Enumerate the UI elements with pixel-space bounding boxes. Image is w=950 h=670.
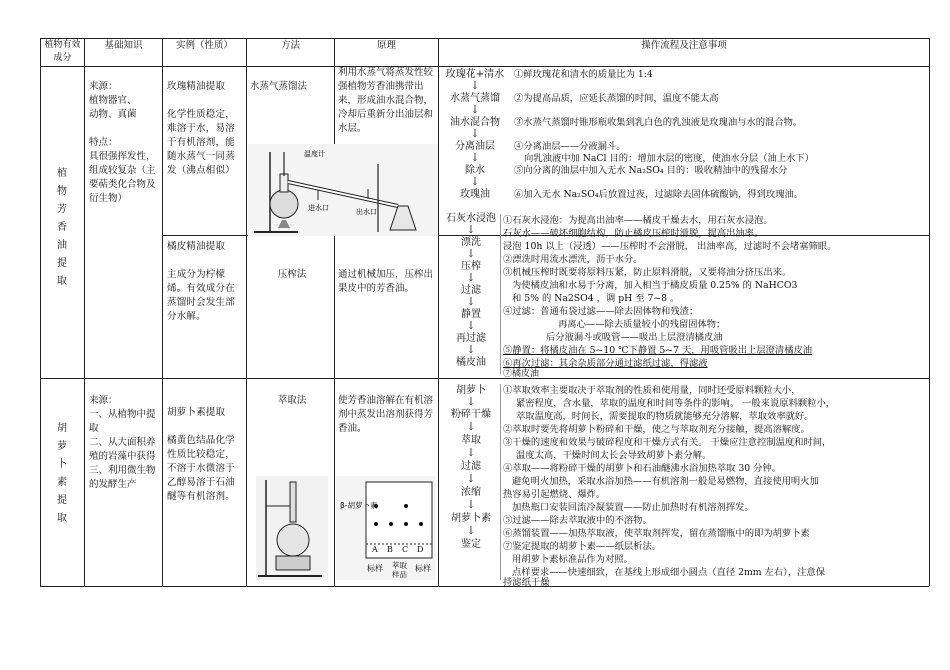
- tlc-sample-label: 样品: [392, 570, 407, 579]
- tlc-lane-c: C: [402, 545, 409, 554]
- rose-flow-step-3: 油水混合物: [450, 117, 500, 128]
- carotene-flow-step-2: 粉碎干燥: [451, 409, 491, 420]
- flow-arrow: ↓: [470, 175, 480, 188]
- orange-note: ④过滤：普通布袋过滤——除去固体物和残渣；: [503, 306, 699, 317]
- flow-arrow: ↓: [466, 524, 476, 537]
- header-procedure: 操作流程及注意事项: [641, 40, 727, 51]
- rose-flow-step-6: 玫瑰油: [460, 189, 490, 200]
- carotene-flow-step-3: 萃取: [461, 435, 481, 446]
- carotene-example: 胡萝卜素提取 橘黄色结晶化学性质比较稳定，不溶于水微溶于乙醇易溶于石油醚等有机溶剂。: [167, 407, 235, 502]
- flow-arrow: ↓: [466, 223, 476, 236]
- carotene-note: 温度太高，干燥时间太长会导致胡萝卜素分解。: [516, 450, 712, 461]
- tlc-lane-a: A: [372, 545, 378, 554]
- carotene-note: 点样要求——快速细致，在基线上形成细小圆点（直径 2mm 左右），注意保: [512, 567, 826, 578]
- carotene-flow-step-7: 鉴定: [461, 539, 481, 550]
- carotene-note: ⑤过滤——除去萃取液中的不溶物。: [503, 515, 652, 526]
- carotene-note: ①萃取效率主要取决于萃取剂的性质和使用量，同时还受原料颗粒大小，: [503, 385, 801, 396]
- header-component: 植物有效成分: [44, 40, 81, 63]
- flow-arrow: ↓: [466, 295, 476, 308]
- rose-example: 玫瑰精油提取 化学性质稳定，难溶于水，易溶于有机溶剂，能随水蒸气一同蒸发（沸点相似）: [167, 81, 235, 176]
- rose-principle: 利用水蒸气将蒸发性较强植物芳香油携带出来，形成油水混合物，冷却后重新分出油层和水层。: [338, 67, 434, 134]
- orange-flow-step-2: 漂洗: [461, 237, 481, 248]
- tlc-label: β-胡萝卜素: [340, 501, 378, 510]
- tlc-extract-label: 萃取: [392, 561, 407, 570]
- carotene-principle: 使芳香油溶解在有机溶剂中蒸发出溶剂获得芳香油。: [338, 395, 434, 434]
- flow-arrow: ↓: [466, 343, 476, 356]
- carotene-flow-step-4: 过滤: [461, 461, 481, 472]
- orange-note: ⑦橘皮油: [503, 369, 540, 379]
- tlc-standard-right: 标样: [415, 564, 431, 573]
- flow-arrow: ↓: [466, 420, 476, 433]
- flow-arrow: ↓: [466, 395, 476, 408]
- tlc-standard-left: 标样: [367, 564, 383, 573]
- carotene-note: ②萃取时要先将胡萝卜粉碎和干燥，使之与萃取剂充分接触，提高溶解度。: [503, 424, 810, 435]
- orange-principle: 通过机械加压，压榨出果皮中的芳香油。: [338, 269, 434, 294]
- rose-flow-step-5: 除水: [465, 165, 485, 176]
- rose-note: ①鲜玫瑰花和清水的质量比为 1:4: [514, 69, 653, 80]
- orange-flow-step-7: 橘皮油: [456, 357, 486, 368]
- flow-arrow: ↓: [466, 498, 476, 511]
- orange-flow-step-4: 过滤: [461, 285, 481, 296]
- section2-basics: 来源： 一、从植物中提取 二、从大面积养殖的岩藻中获得 三、利用微生物的发酵生产: [89, 395, 156, 490]
- col-border-3: [246, 38, 247, 586]
- section-divider: [40, 378, 929, 379]
- rose-flow-step-4: 分离油层: [455, 141, 495, 152]
- rose-flow-step-2: 水蒸气蒸馏: [450, 93, 500, 104]
- orange-note: ⑤静置：将橘皮油在 5~10 ℃下静置 5~7 天，用吸管吸出上层澄清橘皮油: [503, 345, 813, 356]
- orange-note: 和 5% 的 Na2SO4 ，调 pH 至 7~8 。: [512, 293, 680, 304]
- rose-note: ③水蒸气蒸馏时锥形瓶收集到乳白色的乳浊液是玫瑰油与水的混合物。: [514, 117, 803, 128]
- carotene-note: 加热瓶口安装回流冷凝装置——防止加热时有机溶剂挥发。: [512, 502, 754, 513]
- water-inlet-label: 进水口: [308, 204, 329, 212]
- rose-note: ⑥加入无水 Na₂SO₄后放置过夜，过滤除去固体硫酸钠，得到玫瑰油。: [514, 189, 804, 200]
- rose-flow-step-1: 玫瑰花+清水: [445, 69, 505, 80]
- carotene-note: 持滤纸干燥: [503, 577, 550, 588]
- header-principle: 原理: [376, 40, 396, 51]
- flow-arrow: ↓: [470, 103, 480, 116]
- orange-note: ③机械压榨时既要将原料压紧，防止原料滑脱，又要将油分挤压出来。: [503, 267, 792, 278]
- col-border-0: [40, 38, 41, 586]
- flow-arrow: ↓: [466, 446, 476, 459]
- extraction-apparatus-figure: [256, 476, 328, 580]
- orange-note: ①石灰水浸泡：为提高出油率——橘皮干燥去水，用石灰水浸泡。: [503, 215, 773, 226]
- flow-arrow: ↓: [470, 151, 480, 164]
- carotene-note: 紧密程度，含水量，萃取的温度和时间等条件的影响。 一般来说原料颗粒小，: [516, 398, 836, 409]
- orange-note: ②漂洗时用流水漂洗，沥干水分。: [503, 254, 643, 265]
- col-border-4: [334, 38, 335, 586]
- orange-flow-step-3: 压榨: [461, 261, 481, 272]
- section1-basics: 来源： 植物器官、 动物、真菌 特点： 具很强挥发性，组成较复杂（主要萜类化合物及衍生物）: [89, 81, 156, 204]
- orange-flow-step-6: 再过滤: [456, 333, 486, 344]
- orange-note: 浸泡 10h 以上（浸透）——压榨时不会滑脱， 出油率高，过滤时不会堵塞筛眼。: [503, 241, 837, 252]
- col-border-2: [162, 38, 163, 586]
- col-border-6: [929, 38, 930, 586]
- carotene-flow-step-6: 胡萝卜素: [451, 513, 491, 524]
- section1-name: 植物芳香油提取: [57, 168, 67, 287]
- tlc-lane-b: B: [387, 545, 393, 554]
- header-method: 方法: [280, 40, 300, 51]
- section2-name: 胡萝卜素提取: [57, 423, 67, 524]
- water-outlet-label: 出水口: [356, 208, 377, 216]
- col-border-1: [84, 38, 85, 586]
- tlc-lane-d: D: [417, 545, 424, 554]
- orange-method: 压榨法: [277, 269, 307, 280]
- flow-arrow: ↓: [466, 472, 476, 485]
- flow-arrow: ↓: [470, 79, 480, 92]
- orange-note: 为使橘皮油和水易于分离，加入相当于橘皮质量 0.25% 的 NaHCO3: [512, 280, 798, 291]
- orange-note: ⑥再次过滤：其余杂质部分通过滤纸过滤，得滤液: [503, 358, 708, 369]
- flow-arrow: ↓: [466, 319, 476, 332]
- rose-note: ⑤向分离的油层中加入无水 Na₂SO₄ 目的：吸收精油中的残留水分: [514, 165, 788, 176]
- thermometer-label: 温度计: [304, 150, 325, 158]
- rose-note: ②为提高品质，应延长蒸馏的时间，温度不能太高: [514, 93, 719, 104]
- orange-example: 橘皮精油提取 主成分为柠檬烯。有效成分在蒸馏时会发生部分水解。: [167, 241, 235, 322]
- rose-note: ④分离油层——分液漏斗。: [514, 141, 626, 152]
- orange-note: 石灰水——破坏细胞结构，防止橘皮压榨时滑脱，提高出油率。: [503, 228, 764, 239]
- rose-note: 向乳浊液中加 NaCl 目的：增加水层的密度，使油水分层（油上水下）: [524, 153, 814, 164]
- header-basics: 基础知识: [104, 40, 143, 51]
- carotene-flow-step-5: 浓缩: [461, 487, 481, 498]
- flow-arrow: ↓: [466, 271, 476, 284]
- orange-note: 后分液漏斗或吸管——吸出上层澄清橘皮油: [546, 332, 723, 343]
- rose-method: 水蒸气蒸馏法: [250, 81, 308, 92]
- carotene-method: 萃取法: [277, 395, 307, 406]
- carotene-note: 萃取温度高，时间长，需要提取的物质就能够充分溶解，萃取效率就好。: [516, 411, 814, 422]
- header-example: 实例（性质）: [175, 40, 233, 51]
- orange-note: 再离心——除去质量较小的残留固体物；: [558, 319, 726, 330]
- flow-arrow: ↓: [466, 247, 476, 260]
- distillation-apparatus-figure: [248, 144, 438, 236]
- carotene-note: ③干燥的速度和效果与破碎程度和干燥方式有关。 干燥应注意控制温度和时间，: [503, 437, 832, 448]
- table-bottom-border: [40, 586, 929, 587]
- carotene-flow-step-1: 胡萝卜: [456, 385, 486, 396]
- carotene-note: ⑦鉴定提取的胡萝卜素——纸层析法。: [503, 541, 662, 552]
- header-bottom-border: [40, 66, 929, 67]
- col-border-5: [438, 38, 439, 586]
- carotene-note: 热容易引起燃烧、爆炸。: [503, 489, 606, 500]
- orange-flow-step-1: 石灰水浸泡: [446, 213, 496, 224]
- carotene-note: 避免明火加热，采取水浴加热——有机溶剂一般是易燃物，直接使用明火加: [512, 476, 819, 487]
- flow-arrow: ↓: [470, 127, 480, 140]
- orange-flow-step-5: 静置: [461, 309, 481, 320]
- carotene-note: 用胡萝卜素标准品作为对照。: [512, 554, 633, 565]
- carotene-note: ⑥蒸馏装置——加热萃取液，使萃取剂挥发，留在蒸馏瓶中的即为胡萝卜素: [503, 528, 810, 539]
- carotene-note: ④萃取——将粉碎干燥的胡萝卜和石油醚沸水浴加热萃取 30 分钟。: [503, 463, 782, 474]
